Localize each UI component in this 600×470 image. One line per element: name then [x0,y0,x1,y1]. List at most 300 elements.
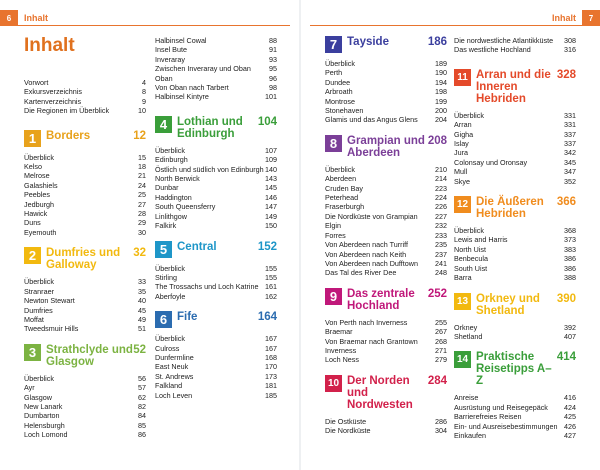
section-page: 390 [556,292,576,305]
entry-page: 267 [435,327,447,337]
toc-entry [454,226,576,235]
section-entries [454,393,576,440]
entry-page: 342 [564,148,576,158]
toc-entry [155,264,277,273]
entry-label: Hawick [24,209,48,219]
entry-page: 155 [265,272,277,282]
entry-page: 232 [435,221,447,231]
toc-entry [155,273,277,282]
section-entries [325,417,447,436]
section-title: Tayside [347,36,389,48]
entry-page: 15 [138,152,146,162]
section-number-badge: 6 [155,311,172,328]
entry-page: 109 [265,155,277,165]
entry-label: Falkland [155,381,183,391]
toc-entry [24,228,146,237]
toc-entry [155,391,277,400]
entry-page: 214 [435,174,447,184]
entry-label: Moffat [24,314,44,324]
entry-label: Das Tal des River Dee [325,268,397,278]
entry-page: 304 [435,426,447,436]
toc-entry [325,212,447,221]
toc-entry [155,372,277,381]
entry-page: 198 [435,87,447,97]
entry-page: 388 [564,273,576,283]
toc-entry [155,36,277,45]
entry-page: 255 [435,317,447,327]
entry-page: 224 [435,193,447,203]
entry-label: Culross [155,343,180,353]
section-7 [325,36,447,125]
entry-label: Ayr [24,383,35,393]
entry-label: Überblick [24,373,54,383]
toc-entry [155,212,277,221]
entry-page: 30 [138,227,146,237]
entry-page: 286 [435,416,447,426]
entry-page: 337 [564,129,576,139]
section-entries [325,165,447,278]
entry-page: 190 [435,68,447,78]
entry-page: 35 [138,286,146,296]
section-entries [24,374,146,440]
entry-label: Überblick [454,110,484,120]
toc-entry [155,74,277,83]
section-number-badge: 2 [24,247,41,264]
section-heading [155,116,277,140]
entry-page: 93 [269,54,277,64]
toc-entry [155,55,277,64]
right-column-1 [325,36,447,436]
entry-label: Überblick [155,263,185,273]
entry-page: 143 [265,174,277,184]
toc-entry [155,282,277,291]
toc-entry [155,344,277,353]
toc-entry [155,292,277,301]
entry-label: Orkney [454,322,478,332]
toc-entry [325,165,447,174]
toc-entry [155,221,277,230]
entry-label: Lewis and Harris [454,235,508,245]
entry-label: Colonsay und Oronsay [454,157,528,167]
entry-label: Montrose [325,96,355,106]
entry-page: 88 [269,36,277,45]
section-entries [454,323,576,342]
toc-entry [325,87,447,96]
entry-label: Oban [155,73,173,83]
section-13 [454,293,576,342]
toc-entry [24,153,146,162]
entry-page: 168 [265,352,277,362]
entry-page: 33 [138,277,146,287]
toc-entry [454,167,576,176]
toc-entry [325,106,447,115]
entry-page: 425 [564,412,576,422]
toc-entry [325,268,447,277]
entry-label: Anreise [454,393,479,403]
section-entries [454,226,576,282]
entry-label: Arran [454,120,472,130]
entry-page: 107 [265,145,277,155]
right-header [546,10,600,26]
entry-label: Gigha [454,129,474,139]
section-title: Fife [177,311,198,324]
section-entries [325,59,447,125]
header-rule [310,25,600,26]
section-title: Central [177,240,217,253]
section-page: 12 [133,129,146,142]
header-rule [0,25,290,26]
entry-label: Peterhead [325,193,359,203]
toc-entry [325,250,447,259]
entry-label: Die Nordküste [325,426,371,436]
toc-entry [155,183,277,192]
entry-page: 167 [265,334,277,344]
toc-entry [454,36,576,45]
section-3-continued [155,36,277,102]
toc-entry [454,130,576,139]
section-4 [155,116,277,231]
section-number-badge: 9 [325,288,342,305]
entry-page: 316 [564,45,576,55]
entry-page: 226 [435,202,447,212]
entry-label: Barrierefreies Reisen [454,412,522,422]
toc-entry [24,106,146,115]
toc-entry [454,403,576,412]
entry-label: Die Ostküste [325,416,367,426]
toc-entry [24,296,146,305]
entry-label: Helensburgh [24,420,65,430]
entry-page: 204 [435,115,447,125]
entry-label: Loch Ness [325,355,359,365]
entry-label: Elgin [325,221,341,231]
section-page: 164 [257,311,277,324]
entry-label: Stonehaven [325,106,364,116]
toc-entry [454,412,576,421]
entry-label: Mull [454,167,468,177]
section-heading [325,375,447,411]
toc-entry [454,431,576,440]
entry-label: The Trossachs und Loch Katrine [155,282,259,292]
toc-entry [155,83,277,92]
toc-entry [325,337,447,346]
toc-entry [24,402,146,411]
entry-label: Haddington [155,192,192,202]
entry-page: 223 [435,183,447,193]
toc-entry [454,422,576,431]
toc-entry [155,146,277,155]
section-number-badge: 3 [24,344,41,361]
entry-label: Von Aberdeen nach Turriff [325,240,408,250]
entry-label: Cruden Bay [325,183,363,193]
toc-entry [24,306,146,315]
toc-entry [24,277,146,286]
toc-entry [325,193,447,202]
entry-label: Dumfries [24,305,53,315]
section-title: Arran und die Inneren Hebriden [476,68,551,105]
left-column-2 [155,36,277,400]
section-number-badge: 11 [454,69,471,86]
toc-entry [454,235,576,244]
entry-page: 161 [265,282,277,292]
entry-page: 149 [265,211,277,221]
entry-page: 373 [564,235,576,245]
toc-entry [155,155,277,164]
entry-page: 233 [435,230,447,240]
entry-page: 146 [265,192,277,202]
entry-page: 331 [564,110,576,120]
toc-entry [454,332,576,341]
toc-entry [325,417,447,426]
running-title: Inhalt [552,13,576,23]
entry-page: 8 [142,87,146,97]
page-title: Inhalt [24,35,75,56]
entry-page: 427 [564,430,576,440]
section-heading [24,344,146,368]
section-title: Der Norden und Nordwesten [347,374,413,411]
entry-label: Skye [454,176,470,186]
page-number: 6 [0,10,18,26]
entry-page: 21 [138,171,146,181]
entry-label: Stirling [155,272,177,282]
section-14 [454,351,576,440]
entry-label: Aberfoyle [155,291,186,301]
section-page: 186 [427,36,447,48]
entry-label: Fraserburgh [325,202,365,212]
toc-entry [24,411,146,420]
entry-label: North Berwick [155,174,200,184]
section-entries [155,264,277,302]
front-matter-list [24,78,146,116]
entry-page: 45 [138,305,146,315]
entry-page: 308 [564,36,576,45]
entry-label: Peebles [24,190,50,200]
entry-page: 101 [265,92,277,102]
entry-label: Aberdeen [325,174,357,184]
entry-label: Arbroath [325,87,353,97]
entry-label: Zwischen Inveraray und Oban [155,64,251,74]
toc-entry [325,426,447,435]
section-title: Grampian und Aberdeen [347,134,425,159]
toc-entry [325,259,447,268]
section-heading [325,36,447,53]
toc-entry [325,231,447,240]
entry-label: Dumbarton [24,411,60,421]
page-number: 7 [582,10,600,26]
entry-page: 416 [564,393,576,403]
entry-label: South Queensferry [155,202,216,212]
entry-page: 84 [138,411,146,421]
entry-page: 235 [435,240,447,250]
entry-label: Halbinsel Cowal [155,36,207,45]
section-page: 208 [427,134,447,147]
entry-page: 383 [564,244,576,254]
section-title: Strathclyde und Glasgow [46,343,133,368]
section-page: 366 [556,196,576,209]
entry-page: 51 [138,324,146,334]
entry-page: 194 [435,77,447,87]
entry-label: Von Aberdeen nach Keith [325,249,407,259]
entry-page: 368 [564,226,576,236]
entry-label: Kartenverzeichnis [24,96,82,106]
section-title: Lothian und Edinburgh [177,115,243,140]
toc-entry [325,174,447,183]
section-number-badge: 1 [24,130,41,147]
section-number-badge: 8 [325,135,342,152]
entry-label: Überblick [325,59,355,68]
section-number-badge: 14 [454,351,471,368]
entry-page: 85 [138,420,146,430]
toc-entry [454,177,576,186]
section-number-badge: 10 [325,375,342,392]
entry-page: 4 [142,78,146,87]
entry-label: Die nordwestliche Atlantikküste [454,36,554,45]
toc-entry [24,78,146,87]
section-number-badge: 12 [454,196,471,213]
toc-entry [325,115,447,124]
entry-label: Die Nordküste von Grampian [325,211,418,221]
entry-page: 57 [138,383,146,393]
entry-page: 56 [138,373,146,383]
entry-label: Stranraer [24,286,54,296]
entry-label: Überblick [454,226,484,236]
entry-page: 426 [564,421,576,431]
left-header [0,10,54,26]
toc-entry [325,355,447,364]
entry-page: 28 [138,209,146,219]
entry-page: 345 [564,157,576,167]
entry-label: South Uist [454,263,488,273]
toc-entry [24,374,146,383]
toc-entry [325,78,447,87]
toc-entry [24,97,146,106]
section-page: 152 [257,240,277,253]
toc-entry [454,111,576,120]
entry-label: Einkaufen [454,430,486,440]
toc-entry [155,202,277,211]
toc-entry [155,362,277,371]
entry-page: 337 [564,139,576,149]
section-page: 414 [556,351,576,364]
section-heading [155,241,277,258]
entry-label: Linlithgow [155,211,187,221]
toc-entry [155,334,277,343]
toc-entry [155,174,277,183]
entry-label: East Neuk [155,362,189,372]
entry-label: Shetland [454,331,483,341]
entry-label: Glamis und das Angus Glens [325,115,418,125]
entry-label: Kelso [24,162,42,172]
entry-label: Ausrüstung und Reisegepäck [454,402,548,412]
entry-page: 392 [564,322,576,332]
entry-label: Melrose [24,171,50,181]
section-heading [454,196,576,220]
entry-page: 173 [265,371,277,381]
entry-label: Galashiels [24,180,58,190]
entry-page: 352 [564,176,576,186]
toc-entry [454,273,576,282]
entry-page: 10 [138,106,146,116]
toc-entry [325,68,447,77]
entry-page: 167 [265,343,277,353]
section-10 [325,375,447,436]
section-title: Orkney und Shetland [476,292,540,317]
toc-entry [24,421,146,430]
entry-label: Duns [24,218,41,228]
section-heading [24,130,146,147]
section-heading [325,135,447,159]
toc-entry [325,221,447,230]
toc-entry [24,87,146,96]
entry-label: Falkirk [155,221,177,231]
entry-label: New Lanark [24,401,63,411]
section-heading [325,288,447,312]
entry-label: Edinburgh [155,155,188,165]
section-number-badge: 5 [155,241,172,258]
entry-page: 200 [435,106,447,116]
toc-entry [454,254,576,263]
entry-page: 162 [265,291,277,301]
entry-label: Loch Leven [155,390,193,400]
entry-label: Das westliche Hochland [454,45,531,55]
toc-entry [24,393,146,402]
toc-entry [325,240,447,249]
entry-label: Eyemouth [24,227,57,237]
toc-entry [24,430,146,439]
entry-page: 82 [138,401,146,411]
toc-entry [24,383,146,392]
entry-label: Loch Lomond [24,430,68,440]
entry-page: 170 [265,362,277,372]
toc-entry [325,59,447,68]
entry-label: Von Perth nach Inverness [325,317,408,327]
toc-entry [454,158,576,167]
section-entries [155,334,277,400]
section-entries [155,146,277,231]
section-entries [325,318,447,365]
entry-page: 407 [564,331,576,341]
section-heading [454,351,576,387]
entry-page: 24 [138,180,146,190]
section-page: 32 [133,247,146,260]
section-8 [325,135,447,278]
entry-page: 98 [269,83,277,93]
toc-entry [454,245,576,254]
toc-entry [155,381,277,390]
entry-page: 62 [138,392,146,402]
toc-entry [325,184,447,193]
section-title: Das zentrale Hochland [347,287,415,312]
section-title: Die Äußeren Hebriden [476,196,544,221]
entry-page: 95 [269,64,277,74]
toc-entry [454,45,576,54]
toc-entry [155,165,277,174]
section-5 [155,241,277,302]
section-1 [24,130,146,238]
entry-label: Dunfermline [155,352,194,362]
right-page [300,0,600,470]
entry-label: Insel Bute [155,45,187,55]
entry-page: 248 [435,268,447,278]
entry-label: St. Andrews [155,371,194,381]
section-number-badge: 7 [325,36,342,53]
toc-entry [24,181,146,190]
section-10-continued [454,36,576,55]
entry-label: Newton Stewart [24,296,75,306]
section-9 [325,288,447,365]
entry-page: 227 [435,211,447,221]
toc-entry [325,97,447,106]
entry-label: Überblick [24,152,54,162]
